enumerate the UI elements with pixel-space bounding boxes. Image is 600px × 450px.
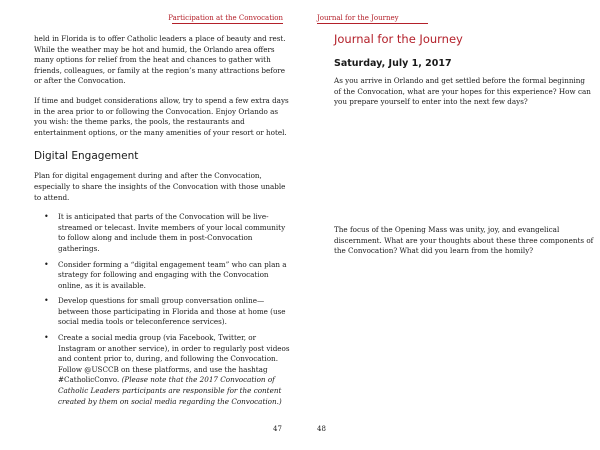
list-item: • It is anticipated that parts of the Convocation will be live-streamed or telecast. Invite members of your local community to follow along and include them in post-Convocation gatherings.	[34, 212, 290, 254]
journal-prompt-opening-mass: The focus of the Opening Mass was unity, joy, and evangelical discernment. What are your thoughts about these three components of the Convocation? What did you learn from the homily?	[334, 225, 594, 256]
bullet-note: (Please note that the 2017 Convocation of Catholic Leaders participants are responsible for the content created by them on social media regarding the Convocation.)	[58, 375, 282, 406]
page-number-left: 47	[273, 425, 282, 433]
paragraph-digital-intro: Plan for digital engagement during and after the Convocation, especially to share the insights of the Convocation with those unable to attend.	[34, 171, 286, 202]
paragraph-extra-days: If time and budget considerations allow, try to spend a few extra days in the area prior to or following the Convocation. Enjoy Orlando as you wish: the theme parks, the pools, the restaurants and entertainment options, or the many amenities of your resort or hotel.	[34, 95, 289, 137]
running-head-right: Journal for the Journey	[317, 14, 399, 22]
bullet-text: Create a social media group (via Facebook, Twitter, or Instagram or another service), in order to regularly post videos and content prior to, during, and following the Convocation. Follow @USCCB on these platforms, and use the hashtag #CatholicConvo.	[58, 333, 290, 385]
list-item	[34, 333, 290, 407]
list-item: • Develop questions for small group conversation online—between those participating in Florida and those at home (use social media tools or teleconference services).	[34, 296, 290, 328]
section-heading-digital-engagement: Digital Engagement	[34, 150, 139, 163]
journal-prompt-arrival: As you arrive in Orlando and get settled before the formal beginning of the Convocation, what are your hopes for this experience? How can you prepare yourself to enter into the next few days?	[334, 76, 591, 107]
right-page-body	[334, 32, 594, 108]
header-rule-left	[172, 23, 283, 24]
header-rule-right	[317, 23, 428, 24]
journal-date: Saturday, July 1, 2017	[334, 58, 452, 69]
page-number-right: 48	[317, 425, 326, 433]
bullet-list	[34, 212, 290, 407]
paragraph-florida: held in Florida is to offer Catholic leaders a place of beauty and rest. While the weather may be hot and humid, the Orlando area offers many options for relief from the heat and chances to gather with friends, colleagues, or family at the region’s many attractions before or after the Convocation.	[34, 34, 286, 86]
right-page	[300, 0, 600, 450]
running-head-left: Participation at the Convocation	[168, 14, 283, 22]
page-title: Journal for the Journey	[334, 32, 463, 46]
left-page-body	[34, 34, 290, 412]
list-item: • Consider forming a “digital engagement team” who can plan a strategy for following and engaging with the Convocation online, as it is available.	[34, 260, 290, 292]
